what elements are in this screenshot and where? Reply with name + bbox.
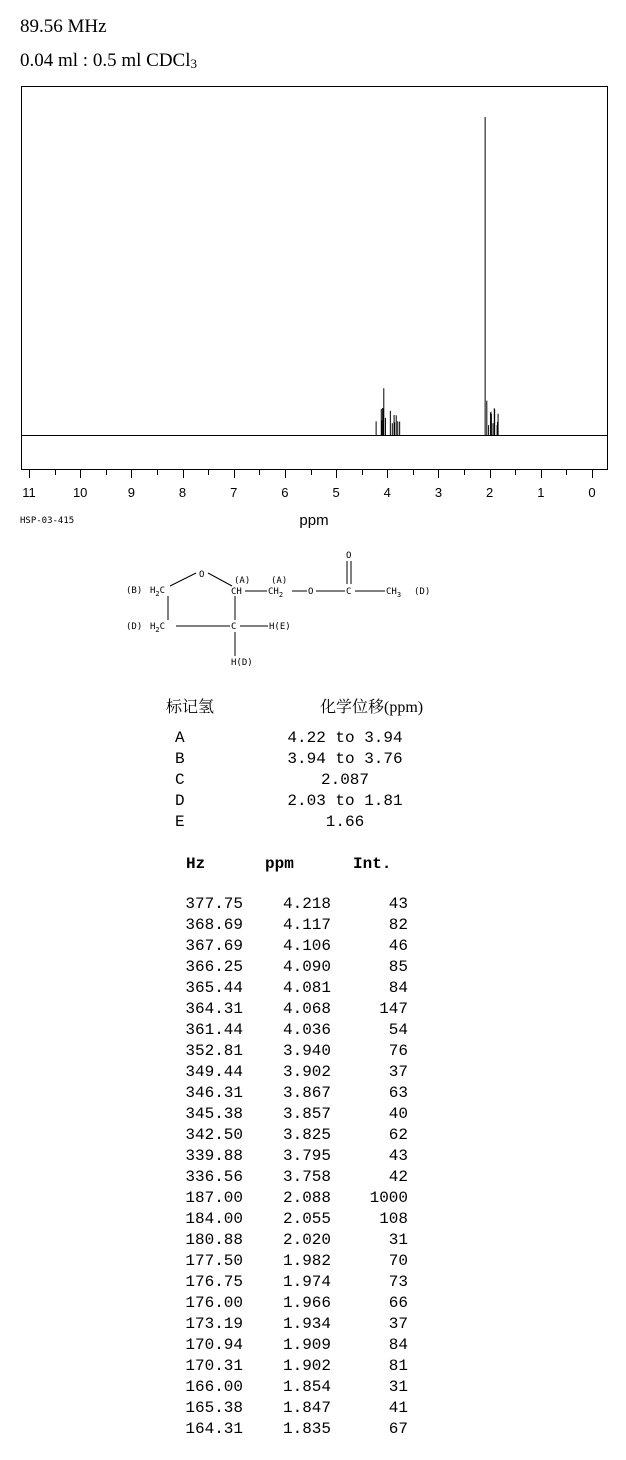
peak-hz: 367.69 <box>185 937 243 955</box>
carbonyl-carbon: C <box>346 587 352 597</box>
x-axis-label: ppm <box>299 512 329 529</box>
peak-intensity: 67 <box>388 1420 408 1438</box>
carbonyl-oxygen: O <box>346 551 352 561</box>
assignment-shift: 1.66 <box>325 813 365 831</box>
peak-hz: 345.38 <box>185 1105 243 1123</box>
peak-hz: 166.00 <box>185 1378 243 1396</box>
peak-hz: 184.00 <box>185 1210 243 1228</box>
ring-c: C <box>231 622 237 632</box>
peak-intensity: 147 <box>379 1000 408 1018</box>
label-d: (D) <box>126 622 143 632</box>
peak-hz: 180.88 <box>185 1231 243 1249</box>
peak-intensity: 84 <box>388 979 408 997</box>
peak-hz: 377.75 <box>185 895 243 913</box>
peak-hz: 170.31 <box>185 1357 243 1375</box>
peak-hz: 339.88 <box>185 1147 243 1165</box>
x-tick-label: 2 <box>486 485 494 500</box>
label-b: (B) <box>126 586 143 596</box>
peak-intensity: 42 <box>388 1168 408 1186</box>
assignment-label: D <box>175 792 185 810</box>
peak-hz: 170.94 <box>185 1336 243 1354</box>
peak-hz: 346.31 <box>185 1084 243 1102</box>
x-tick-label: 6 <box>281 485 289 500</box>
x-tick-label: 9 <box>127 485 135 500</box>
peak-intensity: 37 <box>388 1063 408 1081</box>
peak-ppm: 1.854 <box>282 1378 331 1396</box>
peak-intensity: 70 <box>388 1252 408 1270</box>
peak-intensity: 85 <box>388 958 408 976</box>
peak-ppm: 1.982 <box>282 1252 331 1270</box>
ch2-a: $CH_2$ <box>268 587 284 599</box>
peak-intensity: 62 <box>388 1126 408 1144</box>
peak-intensity: 31 <box>388 1231 408 1249</box>
assignment-label: B <box>175 750 185 768</box>
assignment-shift: 2.087 <box>320 771 369 789</box>
peak-ppm: 4.068 <box>282 1000 331 1018</box>
label-e: H(E) <box>269 622 291 632</box>
peak-ppm: 4.081 <box>282 979 331 997</box>
peak-header-int: Int. <box>353 855 392 873</box>
peak-hz: 173.19 <box>185 1315 243 1333</box>
x-tick-label: 3 <box>434 485 443 500</box>
peak-ppm: 3.940 <box>282 1042 331 1060</box>
peak-intensity: 31 <box>388 1378 408 1396</box>
peak-intensity: 63 <box>388 1084 408 1102</box>
peak-intensity: 81 <box>388 1357 408 1375</box>
peak-hz: 352.81 <box>185 1042 243 1060</box>
peak-ppm: 1.974 <box>282 1273 331 1291</box>
peak-ppm: 3.825 <box>282 1126 331 1144</box>
label-d3: (D) <box>414 587 431 597</box>
assignment-label: E <box>175 813 185 831</box>
peak-ppm: 4.117 <box>282 916 331 934</box>
peak-ppm: 1.934 <box>282 1315 331 1333</box>
peak-hz: 165.38 <box>185 1399 243 1417</box>
sample-subscript: 3 <box>190 56 197 71</box>
assignment-label: A <box>175 729 185 747</box>
peak-intensity: 54 <box>388 1021 408 1039</box>
peak-intensity: 41 <box>388 1399 408 1417</box>
ring-ch: CH <box>231 587 242 597</box>
peak-intensity: 73 <box>388 1273 408 1291</box>
peak-ppm: 3.902 <box>282 1063 331 1081</box>
chain-oxygen: O <box>308 587 314 597</box>
peak-hz: 176.00 <box>185 1294 243 1312</box>
bond-c-o <box>170 573 196 586</box>
peak-ppm: 4.090 <box>282 958 331 976</box>
peak-intensity: 76 <box>388 1042 408 1060</box>
ring-oxygen: O <box>199 570 205 580</box>
peak-hz: 361.44 <box>185 1021 243 1039</box>
peak-ppm: 1.835 <box>282 1420 331 1438</box>
x-tick-label: 4 <box>383 485 391 500</box>
x-tick-label: 5 <box>332 485 340 500</box>
peak-intensity: 37 <box>388 1315 408 1333</box>
peak-ppm: 2.020 <box>282 1231 331 1249</box>
assignment-col-label: 标记氢 <box>166 699 215 716</box>
assignment-label: C <box>175 771 185 789</box>
peak-intensity: 1000 <box>369 1189 408 1207</box>
peak-hz: 342.50 <box>185 1126 243 1144</box>
peak-intensity: 84 <box>388 1336 408 1354</box>
x-tick-label: 11 <box>22 485 36 500</box>
peak-intensity: 40 <box>388 1105 408 1123</box>
peak-hz: 177.50 <box>185 1252 243 1270</box>
peak-hz: 176.75 <box>185 1273 243 1291</box>
peak-intensity: 108 <box>379 1210 408 1228</box>
sample-text: 0.04 ml : 0.5 ml CDCl <box>20 50 191 71</box>
peak-intensity: 66 <box>388 1294 408 1312</box>
peak-header-ppm: ppm <box>265 855 294 873</box>
h2c-d: $H_2C$ <box>150 622 166 634</box>
peak-ppm: 4.218 <box>282 895 331 913</box>
assignment-shift: 4.22 to 3.94 <box>287 729 403 747</box>
peak-hz: 336.56 <box>185 1168 243 1186</box>
x-tick-label: 10 <box>72 485 88 500</box>
bond-o-ch <box>208 573 232 586</box>
peak-hz: 364.31 <box>185 1000 243 1018</box>
peak-ppm: 3.758 <box>282 1168 331 1186</box>
peak-hz: 368.69 <box>185 916 243 934</box>
peak-ppm: 1.902 <box>282 1357 331 1375</box>
label-a2: (A) <box>271 576 288 586</box>
ch3-d: $CH_3$ <box>386 587 402 599</box>
peak-intensity: 82 <box>388 916 408 934</box>
spectrum-code: HSP-03-415 <box>20 516 75 526</box>
peak-hz: 187.00 <box>185 1189 243 1207</box>
peak-intensity: 43 <box>388 895 408 913</box>
x-tick-label: 1 <box>537 485 545 500</box>
x-tick-label: 8 <box>178 485 187 500</box>
peak-ppm: 1.909 <box>282 1336 331 1354</box>
peak-ppm: 1.966 <box>282 1294 331 1312</box>
peak-intensity: 46 <box>388 937 408 955</box>
structure-diagram <box>0 0 626 680</box>
label-d2: H(D) <box>231 658 253 668</box>
peak-ppm: 2.055 <box>282 1210 331 1228</box>
peak-ppm: 4.106 <box>282 937 331 955</box>
peak-hz: 365.44 <box>185 979 243 997</box>
assignment-shift: 3.94 to 3.76 <box>287 750 403 768</box>
label-a1: (A) <box>234 576 251 586</box>
x-tick-label: 0 <box>588 485 596 500</box>
assignment-shift: 2.03 to 1.81 <box>287 792 403 810</box>
peak-ppm: 1.847 <box>282 1399 331 1417</box>
h2c-b: $H_2C$ <box>150 586 166 598</box>
peak-header-hz: Hz <box>186 855 206 873</box>
peak-hz: 366.25 <box>185 958 243 976</box>
peak-ppm: 3.857 <box>282 1105 331 1123</box>
peak-hz: 164.31 <box>185 1420 243 1438</box>
assignment-col-shift: 化学位移(ppm) <box>320 699 424 716</box>
peak-ppm: 4.036 <box>282 1021 331 1039</box>
peak-hz: 349.44 <box>185 1063 243 1081</box>
peak-ppm: 3.867 <box>282 1084 331 1102</box>
peak-ppm: 2.088 <box>282 1189 331 1207</box>
peak-intensity: 43 <box>388 1147 408 1165</box>
spectrometer-frequency: 89.56 MHz <box>20 16 107 37</box>
peak-ppm: 3.795 <box>282 1147 331 1165</box>
x-tick-label: 7 <box>230 485 238 500</box>
